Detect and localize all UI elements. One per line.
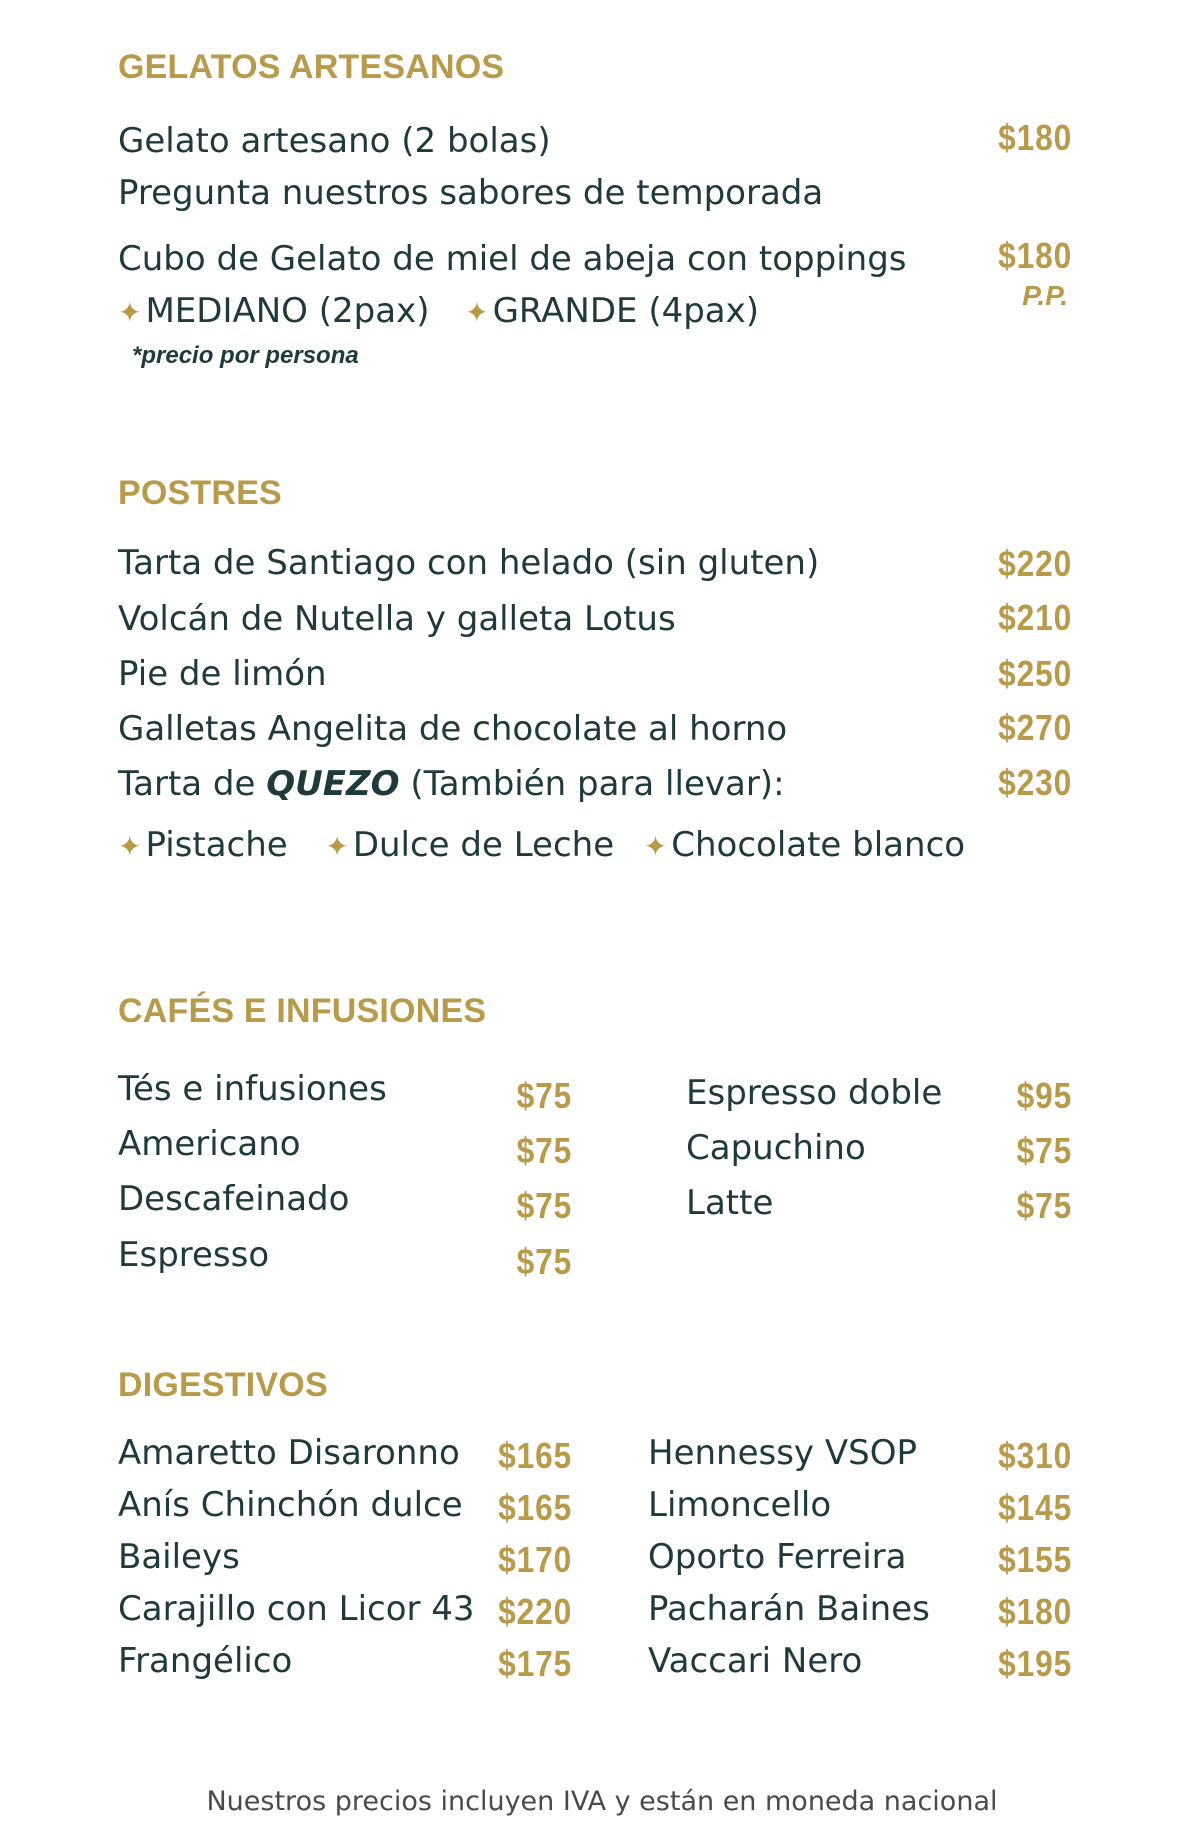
digestivo-item: Amaretto Disaronno [118,1433,460,1473]
section-heading-gelatos: GELATOS ARTESANOS [118,48,505,86]
cafe-price: $75 [1016,1185,1072,1226]
digestivo-item: Baileys [118,1537,240,1577]
digestivo-price: $165 [497,1435,572,1476]
sparkle-icon: ✦ [465,296,489,329]
item-gelato-artesano: Gelato artesano (2 bolas) [118,121,551,161]
cafe-item: Descafeinado [118,1179,350,1219]
postre-price: $250 [997,653,1072,694]
item-cubo-gelato: Cubo de Gelato de miel de abeja con toppings [118,239,907,279]
postre-price: $220 [997,543,1072,584]
postre-price: $270 [997,707,1072,748]
digestivo-item: Anís Chinchón dulce [118,1485,463,1525]
digestivo-item: Hennessy VSOP [648,1433,917,1473]
tarta-flavors [118,825,966,865]
digestivo-item: Frangélico [118,1641,293,1681]
cafe-item: Tés e infusiones [118,1069,387,1109]
price-note-pp: P.P. [1022,280,1068,311]
digestivo-item: Pacharán Baines [648,1589,930,1629]
sparkle-icon: ✦ [118,830,142,863]
digestivo-price: $310 [997,1435,1072,1476]
cafe-price: $75 [516,1185,572,1226]
postre-item: Tarta de Santiago con helado (sin gluten) [118,543,820,583]
flavor-item: Dulce de Leche [352,825,615,865]
sparkle-icon: ✦ [118,296,142,329]
digestivo-item: Limoncello [648,1485,832,1525]
postre-item: Volcán de Nutella y galleta Lotus [118,599,676,639]
digestivo-price: $220 [497,1591,572,1632]
cafe-price: $75 [1016,1130,1072,1171]
quezo-brand: QUEZO [266,764,400,804]
digestivo-price: $170 [497,1539,572,1580]
section-heading-postres: POSTRES [118,474,282,512]
digestivo-price: $145 [997,1487,1072,1528]
postre-price: $230 [997,762,1072,803]
cafe-price: $75 [516,1130,572,1171]
cafe-item: Capuchino [686,1128,866,1168]
cafe-item: Espresso doble [686,1073,943,1113]
digestivo-price: $155 [997,1539,1072,1580]
cafe-item: Espresso [118,1235,270,1275]
sparkle-icon: ✦ [643,830,668,863]
tarta-suffix: (También para llevar): [399,764,785,804]
cafe-item: Americano [118,1124,301,1164]
digestivo-price: $175 [497,1643,572,1684]
digestivo-price: $195 [997,1643,1072,1684]
section-heading-cafes: CAFÉS E INFUSIONES [118,992,487,1030]
cafe-item: Latte [686,1183,774,1223]
postre-item-tarta-quezo [118,764,785,804]
postre-item: Galletas Angelita de chocolate al horno [118,709,788,749]
flavor-item: Chocolate blanco [671,825,966,865]
digestivo-item: Vaccari Nero [648,1641,863,1681]
flavor-item: Pistache [145,825,288,865]
cafe-price: $95 [1016,1075,1072,1116]
size-large: GRANDE (4pax) [492,291,760,331]
footer-note: Nuestros precios incluyen IVA y están en moneda nacional [206,1786,998,1817]
postre-price: $210 [997,597,1072,638]
cafe-price: $75 [516,1241,572,1282]
postre-item: Pie de limón [118,654,327,694]
cafe-price: $75 [516,1075,572,1116]
digestivo-price: $180 [997,1591,1072,1632]
digestivo-item: Oporto Ferreira [648,1537,907,1577]
sparkle-icon: ✦ [325,830,349,863]
section-heading-digestivos: DIGESTIVOS [118,1366,328,1404]
price-gelato-artesano: $180 [997,117,1072,158]
item-gelato-artesano-description: Pregunta nuestros sabores de temporada [118,173,824,213]
digestivo-price: $165 [497,1487,572,1528]
price-cubo-gelato: $180 [997,235,1072,276]
digestivo-item: Carajillo con Licor 43 [118,1589,475,1629]
price-per-person-note: *precio por persona [132,342,359,369]
tarta-prefix: Tarta de [118,764,267,804]
size-options [118,291,760,331]
size-medium: MEDIANO (2pax) [145,291,430,331]
